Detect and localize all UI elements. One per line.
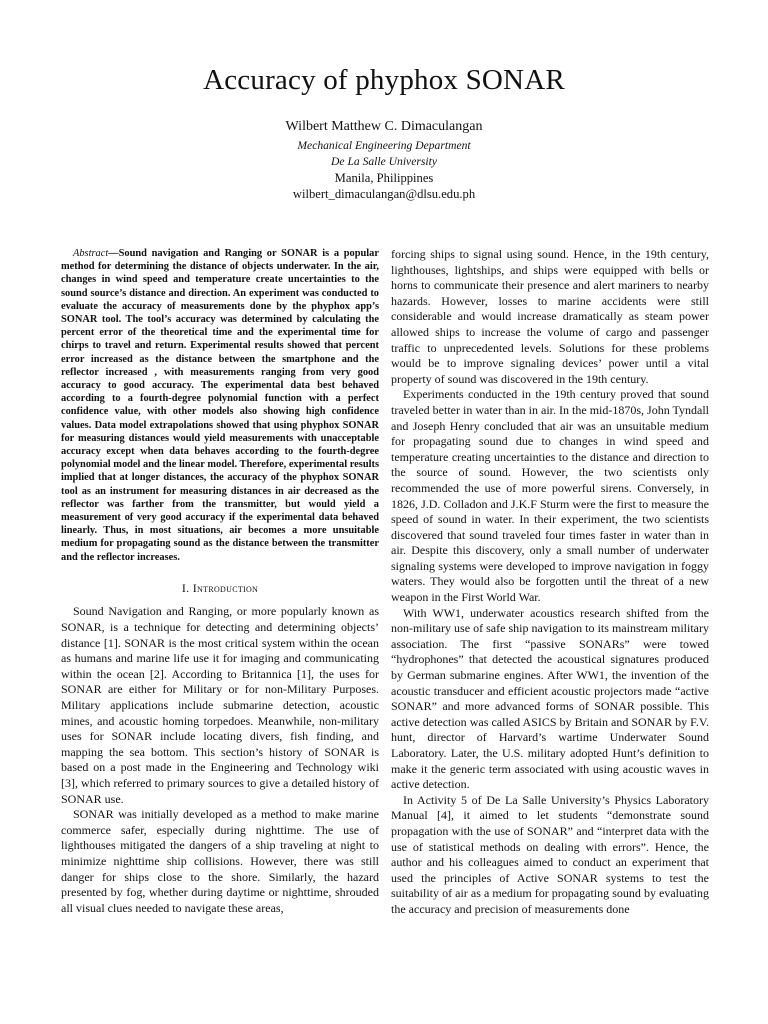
body-paragraph: SONAR was initially developed as a method to make marine commerce safer, especially during nighttime. The use of lighthouses mitigated the dangers of a ship traveling at night to minimize nighttime ship collisions. However, there was still danger for ships close to the shore. Similarly, the hazard presented by fog, whether during daytime or nighttime, shrouded all visual clues needed to navigate these areas, (61, 807, 379, 915)
right-column (391, 247, 709, 918)
author-block (0, 118, 768, 202)
section-heading-introduction (61, 581, 379, 597)
abstract (61, 247, 379, 564)
abstract-lead: Abstract (73, 248, 109, 259)
body-paragraph: With WW1, underwater acoustics research shifted from the non-military use of safe ship navigation to its mainstream military association. The first “passive SONARs” were towed “hydrophones” that detected the acoustical signatures produced by German submarine engines. After WW1, the invention of the acoustic transducer and efficient acoustic projectors made “active SONAR” and more advanced forms of SONAR possible. This active detection was called ASICS by Britain and SONAR by F.V. hunt, director of Harvard’s wartime Underwater Sound Laboratory. Later, the U.S. military adopted Hunt’s definition to make it the generic term associated with using acoustic waves in active detection. (391, 605, 709, 792)
body-paragraph: Sound Navigation and Ranging, or more popularly known as SONAR, is a technique for detecting and determining objects’ distance [1]. SONAR is the most critical system within the ocean as humans and marine life use it for imaging and communicating within the ocean [2]. According to Britannica [1], the uses for SONAR are either for Military or for non-Military Purposes. Military applications include submarine detection, acoustic mines, and acoustic homing torpedoes. Meanwhile, non-military uses for SONAR include locating divers, fish finding, and mapping the sea bottom. This section’s history of SONAR is based on a post made in the Engineering and Technology wiki [3], which referred to primary sources to give a detailed history of SONAR use. (61, 604, 379, 806)
abstract-text: —Sound navigation and Ranging or SONAR is a popular method for determining the distance of objects underwater. In the air, changes in wind speed and temperature create uncertainties to the sound source’s distance and direction. An experiment was conducted to evaluate the accuracy of measurements done by the phyphox app’s SONAR tool. The tool’s accuracy was determined by calculating the percent error of the theoretical time and the experimental time for chirps to travel and return. Experimental results showed that percent error increased as the distance between the smartphone and the reflector increased , with measurements ranging from very good accuracy to good accuracy. The experimental data best behaved according to a fourth-degree polynomial function with a perfect confidence value, with other models also showing high confidence values. Data model extrapolations showed that using phyphox SONAR for measuring distances would yield measurements with unacceptable accuracy except when data behaves according to the fourth-degree polynomial model and the linear model. Therefore, experimental results implied that at longer distances, the accuracy of the phyphox SONAR tool as an instrument for measuring distances in air decreased as the reflector was farther from the transmitter, but would yield a measurement of very good accuracy if the experimental data behaved linearly. Thus, in most situations, air becomes a more unsuitable medium for propagating sound as the distance between the transmitter and the reflector increases. (61, 248, 379, 563)
section-number: I. (181, 580, 190, 595)
author-department: Mechanical Engineering Department (297, 139, 471, 152)
author-university: De La Salle University (331, 155, 437, 168)
left-column (61, 247, 379, 916)
author-name: Wilbert Matthew C. Dimaculangan (285, 119, 483, 134)
body-paragraph: forcing ships to signal using sound. Hence, in the 19th century, lighthouses, lightships, and ships were equipped with bells or horns to communicate their presence and alert mariners to nearby hazards. However, losses to marine accidents were still considerable and would increase dramatically as steam power allowed ships to increase the volume of cargo and passenger traffic to unprecedented levels. Solutions for these problems would be to improve signaling devices’ power until a vital property of sound was discovered in the 19th century. (391, 247, 709, 386)
body-paragraph: In Activity 5 of De La Salle University’s Physics Laboratory Manual [4], it aimed to let students “demonstrate sound propagation with the use of SONAR” and “interpret data with the use of statistical methods on dealing with errors”. Hence, the author and his colleagues aimed to conduct an experiment that used the principles of Active SONAR systems to test the suitability of air as a medium for propagating sound by evaluating the accuracy and precision of measurements done (391, 792, 709, 916)
section-title: Introduction (192, 580, 259, 595)
body-paragraph: Experiments conducted in the 19th century proved that sound traveled better in water than in air. In the mid-1870s, John Tyndall and Joseph Henry concluded that air was an unsuitable medium for propagating sound due to changes in wind speed and temperature creating uncertainties to the distance and direction to the source of sound. However, the two scientists only recommended the use of more powerful sirens. Conversely, in 1826, J.D. Colladon and J.K.F Sturm were the first to measure the speed of sound in water. In their experiment, the two scientists discovered that sound traveled four times faster in water than in air. Despite this discovery, only a small number of underwater signaling systems were developed to improve navigation in foggy waters. They would also be forgotten until the threat of a new weapon in the First World War. (391, 387, 709, 605)
author-location: Manila, Philippines (334, 171, 434, 185)
author-email: wilbert_dimaculangan@dlsu.edu.ph (292, 187, 476, 201)
paper-title: Accuracy of phyphox SONAR (203, 64, 565, 96)
